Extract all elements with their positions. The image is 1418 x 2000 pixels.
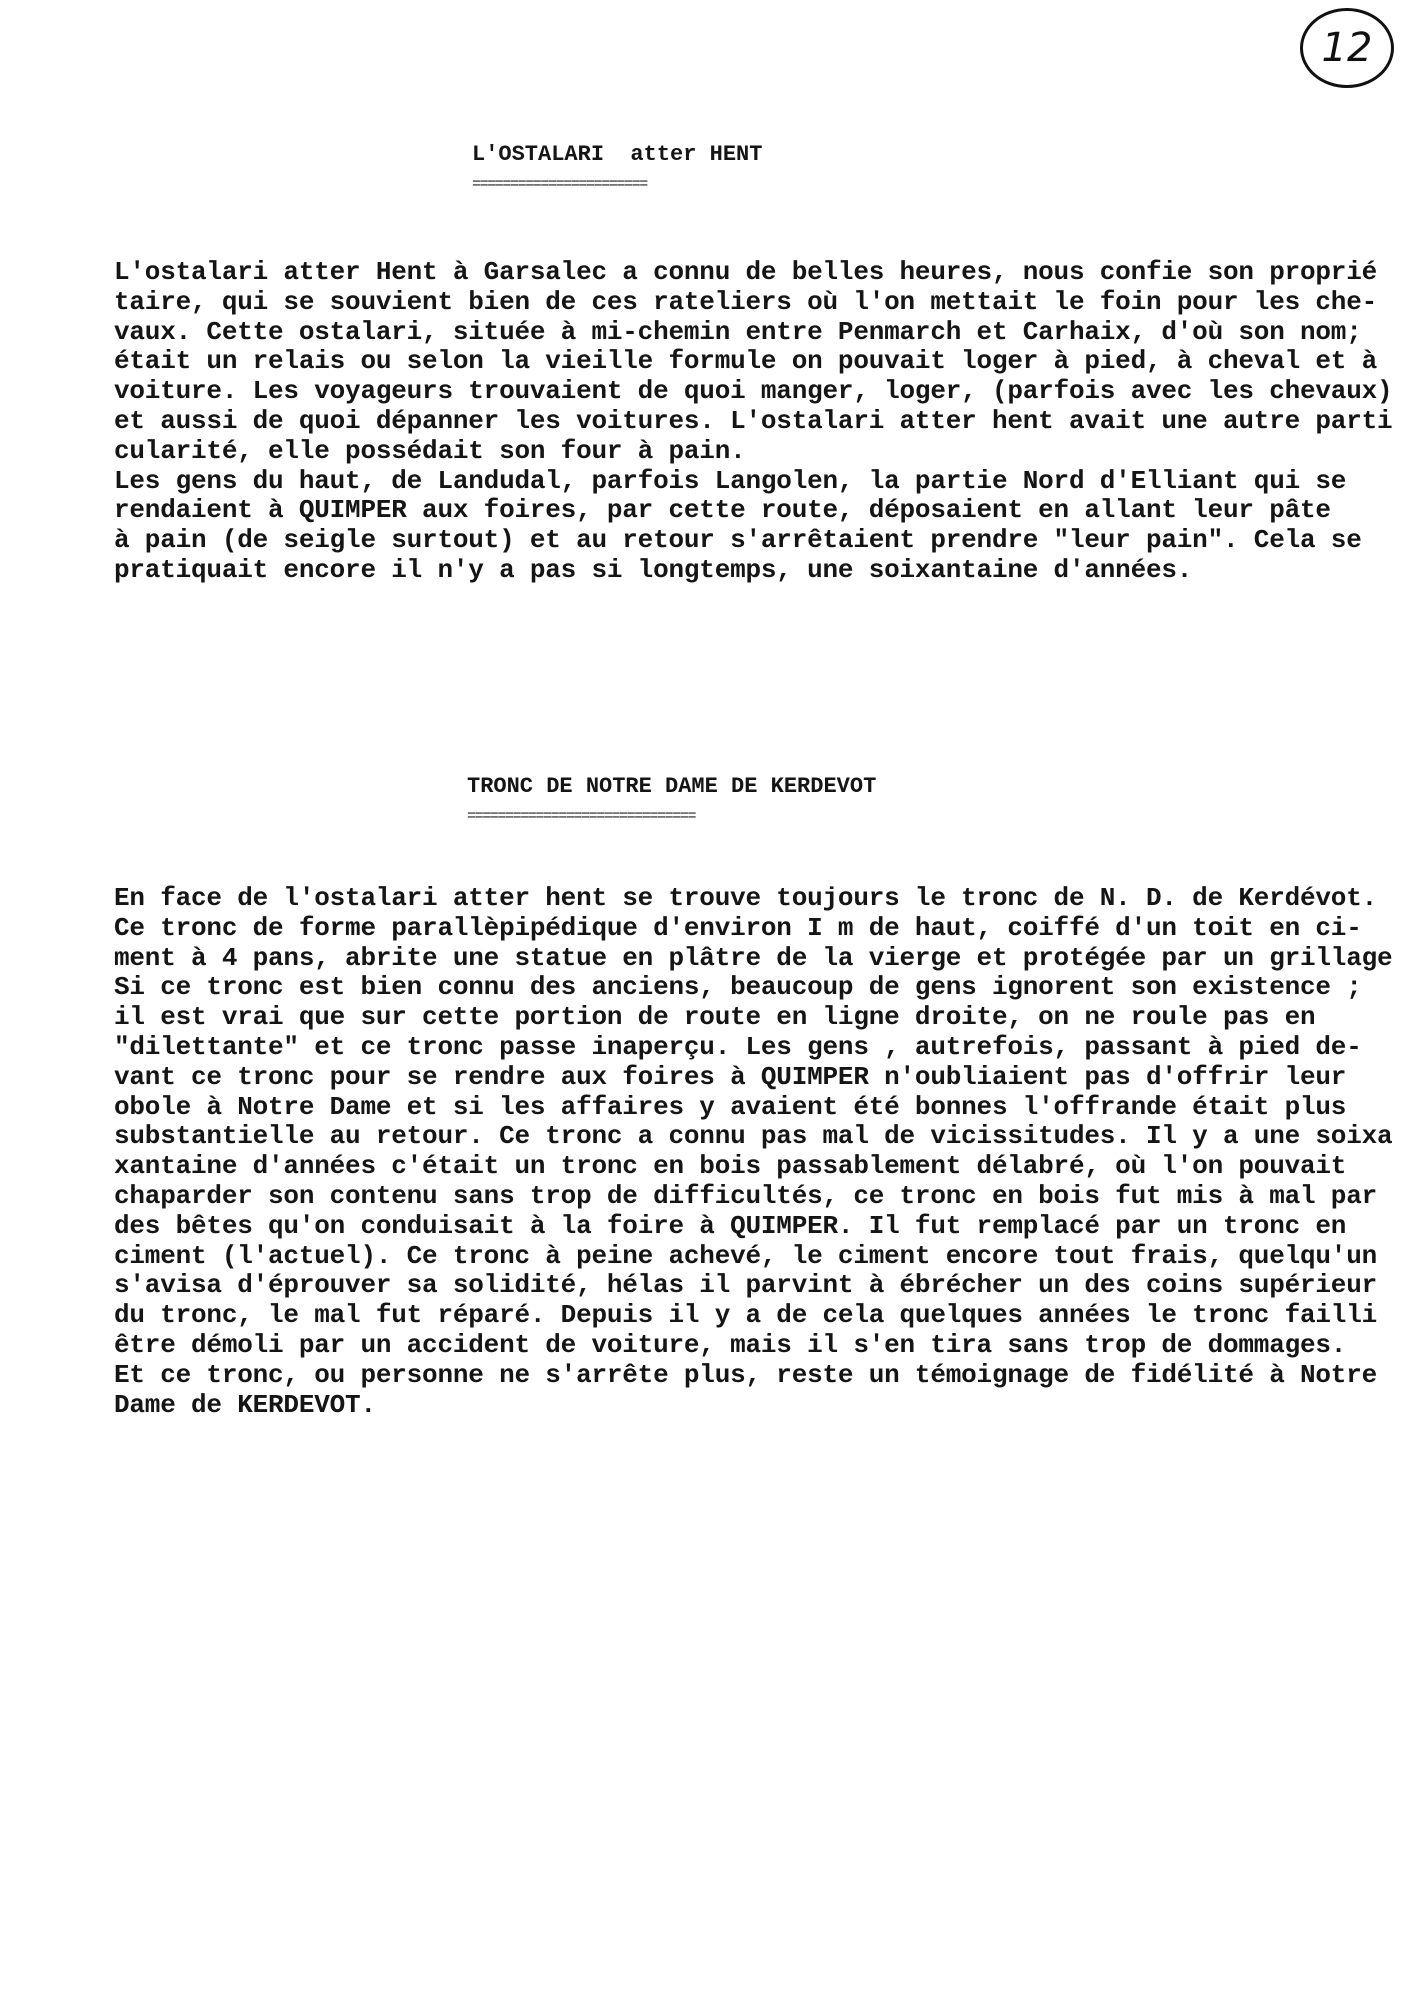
text-line: Dame de KERDEVOT. bbox=[114, 1389, 376, 1420]
text-line: vant ce tronc pour se rendre aux foires à QUIMPER n'oubliaient pas d'offrir leur bbox=[114, 1061, 1347, 1092]
text-line: En face de l'ostalari atter hent se trouve toujours le tronc de N. D. de Kerdévot. bbox=[114, 883, 1378, 913]
text-line: L'ostalari atter Hent à Garsalec a connu de belles heures, nous confie son proprié bbox=[114, 257, 1378, 287]
text-line: voiture. Les voyageurs trouvaient de quoi manger, loger, (parfois avec les chevaux) bbox=[114, 376, 1393, 407]
text-line: s'avisa d'éprouver sa solidité, hélas il parvint à ébrécher un des coins supérieur bbox=[114, 1270, 1378, 1301]
paragraph-tronc bbox=[114, 884, 1392, 1420]
page-number: 12 bbox=[1300, 8, 1394, 88]
text-line: taire, qui se souvient bien de ces rateliers où l'on mettait le foin pour les che- bbox=[114, 286, 1378, 317]
paragraph-ostalari bbox=[114, 258, 1392, 586]
section-title-tronc: TRONC DE NOTRE DAME DE KERDEVOT bbox=[467, 774, 877, 799]
text-line: rendaient à QUIMPER aux foires, par cette route, déposaient en allant leur pâte bbox=[114, 495, 1331, 526]
text-line: Si ce tronc est bien connu des anciens, beaucoup de gens ignorent son existence ; bbox=[114, 972, 1362, 1003]
text-line: à pain (de seigle surtout) et au retour s'arrêtaient prendre "leur pain". Cela se bbox=[114, 525, 1362, 556]
title-underline: ============================== bbox=[467, 808, 696, 825]
text-line: et aussi de quoi dépanner les voitures. L'ostalari atter hent avait une autre parti bbox=[114, 405, 1393, 436]
text-line: des bêtes qu'on conduisait à la foire à QUIMPER. Il fut remplacé par un tronc en bbox=[114, 1210, 1347, 1241]
text-line: ment à 4 pans, abrite une statue en plâtre de la vierge et protégée par un grillage bbox=[114, 942, 1393, 973]
text-line: vaux. Cette ostalari, située à mi-chemin entre Penmarch et Carhaix, d'où son nom; bbox=[114, 316, 1362, 347]
text-line: être démoli par un accident de voiture, mais il s'en tira sans trop de dommages. bbox=[114, 1329, 1347, 1360]
text-line: il est vrai que sur cette portion de route en ligne droite, on ne roule pas en bbox=[114, 1002, 1316, 1033]
text-line: Et ce tronc, ou personne ne s'arrête plus, reste un témoignage de fidélité à Notre bbox=[114, 1359, 1378, 1390]
text-line: obole à Notre Dame et si les affaires y avaient été bonnes l'offrande était plus bbox=[114, 1091, 1347, 1122]
text-line: Ce tronc de forme parallèpipédique d'environ I m de haut, coiffé d'un toit en ci- bbox=[114, 912, 1362, 943]
text-line: pratiquait encore il n'y a pas si longtemps, une soixantaine d'années. bbox=[114, 554, 1193, 585]
text-line: substantielle au retour. Ce tronc a connu pas mal de vicissitudes. Il y a une soixa bbox=[114, 1121, 1393, 1152]
text-line: chaparder son contenu sans trop de difficultés, ce tronc en bois fut mis à mal par bbox=[114, 1180, 1378, 1211]
text-line: xantaine d'années c'était un tronc en bois passablement délabré, où l'on pouvait bbox=[114, 1151, 1347, 1182]
text-line: ciment (l'actuel). Ce tronc à peine achevé, le ciment encore tout frais, quelqu'un bbox=[114, 1240, 1378, 1271]
text-line: cularité, elle possédait son four à pain. bbox=[114, 435, 746, 466]
title-underline: ======================= bbox=[472, 176, 647, 193]
text-line: Les gens du haut, de Landudal, parfois Langolen, la partie Nord d'Elliant qui se bbox=[114, 465, 1347, 496]
text-line: du tronc, le mal fut réparé. Depuis il y a de cela quelques années le tronc failli bbox=[114, 1300, 1378, 1331]
section-title-ostalari: L'OSTALARI atter HENT bbox=[472, 142, 763, 167]
text-line: "dilettante" et ce tronc passe inaperçu. Les gens , autrefois, passant à pied de- bbox=[114, 1031, 1362, 1062]
text-line: était un relais ou selon la vieille formule on pouvait loger à pied, à cheval et à bbox=[114, 346, 1378, 377]
